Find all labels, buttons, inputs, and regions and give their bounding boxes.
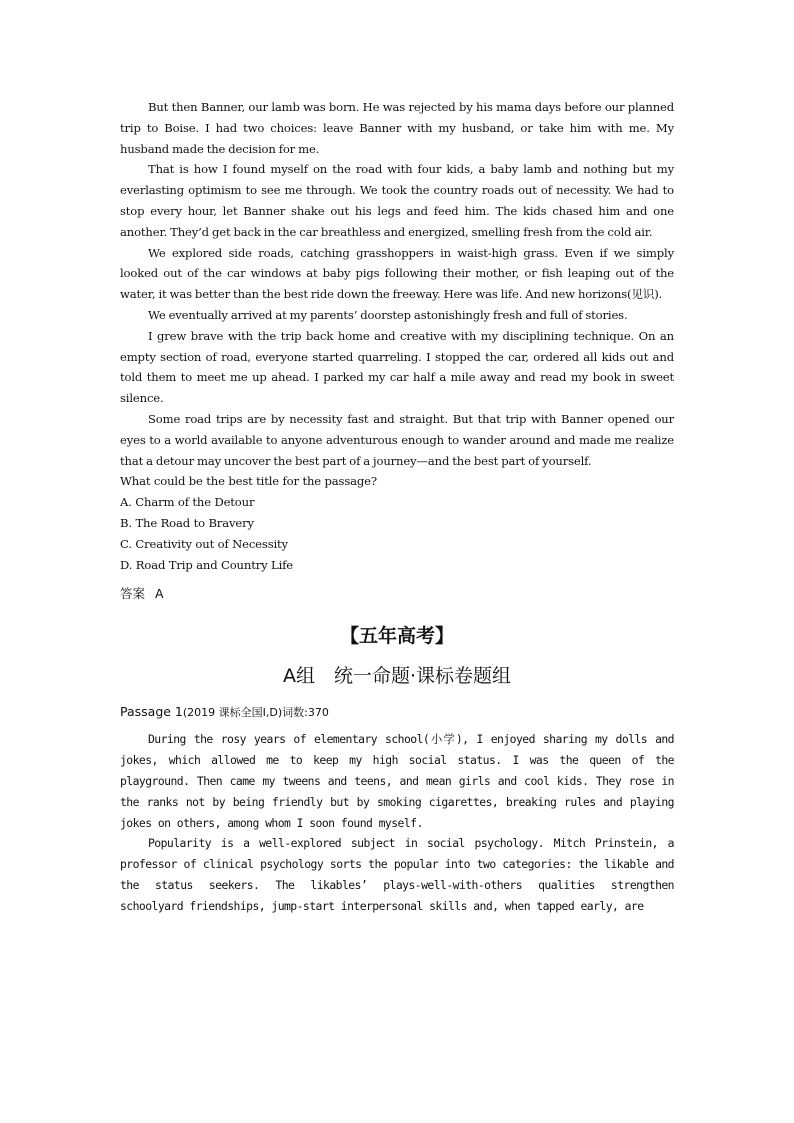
paragraph: Some road trips are by necessity fast and straight. But that trip with Banner opened our eyes to a world available to anyone adventurous enough to wander around and made me realize that a detour may uncover the best part of a journey—and the best part of yourself.: [120, 411, 674, 468]
paragraph: I grew brave with the trip back home and creative with my disciplining technique. On an empty section of road, everyone started quarreling. I stopped the car, ordered all kids out and told them to meet me up ahead. I parked my car half a mile away and read my book in sweet silence.: [120, 328, 674, 406]
option-c: C. Creativity out of Necessity: [120, 536, 288, 551]
paragraph: That is how I found myself on the road with four kids, a baby lamb and nothing but my everlasting optimism to see me through. We took the country roads out of necessity. We had to stop every hour, let Banner shake out his legs and feed him. The kids chased him and one another. They’d get back in the car breathless and energized, smelling fresh from the cold air.: [120, 162, 674, 239]
passage-meta: (2019 课标全国Ⅰ,D)词数:370: [182, 706, 329, 720]
answer-value: A: [155, 586, 164, 602]
passage-header: [120, 702, 674, 723]
option-d: D. Road Trip and Country Life: [120, 557, 293, 572]
paragraph: We explored side roads, catching grasshoppers in waist-high grass. Even if we simply looked out of the car windows at baby pigs following their mother, or fish leaping out of the water, it was better than the best ride down the freeway. Here was life. And new horizons(见识).: [120, 245, 674, 302]
answer-label: 答案: [120, 586, 146, 602]
option-a: A. Charm of the Detour: [120, 495, 255, 510]
paragraph: But then Banner, our lamb was born. He was rejected by his mama days before our planned trip to Boise. I had two choices: leave Banner with my husband, or take him with me. My husband made the decision for me.: [120, 100, 674, 156]
previous-passage: [120, 97, 674, 471]
document-page: [120, 97, 674, 917]
passage-label: Passage 1: [120, 704, 183, 720]
question-text: What could be the best title for the passage?: [120, 474, 377, 489]
paragraph: Popularity is a well-explored subject in social psychology. Mitch Prinstein, a professor of clinical psychology sorts the popular into two categories: the likable and the status seekers. The likables’ plays-well-with-others qualities strengthen schoolyard friendships, jump-start interpersonal skills and, when tapped early, are: [120, 836, 674, 913]
option-b: B. The Road to Bravery: [120, 515, 254, 530]
group-title: A组 统一命题·课标卷题组: [282, 665, 512, 688]
paragraph: During the rosy years of elementary school(小学), I enjoyed sharing my dolls and jokes, which allowed me to keep my high social status. I was the queen of the playground. Then came my tweens and teens, and mean girls and cool kids. They rose in the ranks not by being friendly but by smoking cigarettes, breaking rules and playing jokes on others, among whom I soon found myself.: [120, 732, 674, 830]
answer-line: [120, 584, 674, 604]
section-title: 【五年高考】: [339, 625, 454, 648]
passage-1-body: [120, 729, 674, 916]
paragraph: We eventually arrived at my parents’ doorstep astonishingly fresh and full of stories.: [148, 307, 628, 322]
